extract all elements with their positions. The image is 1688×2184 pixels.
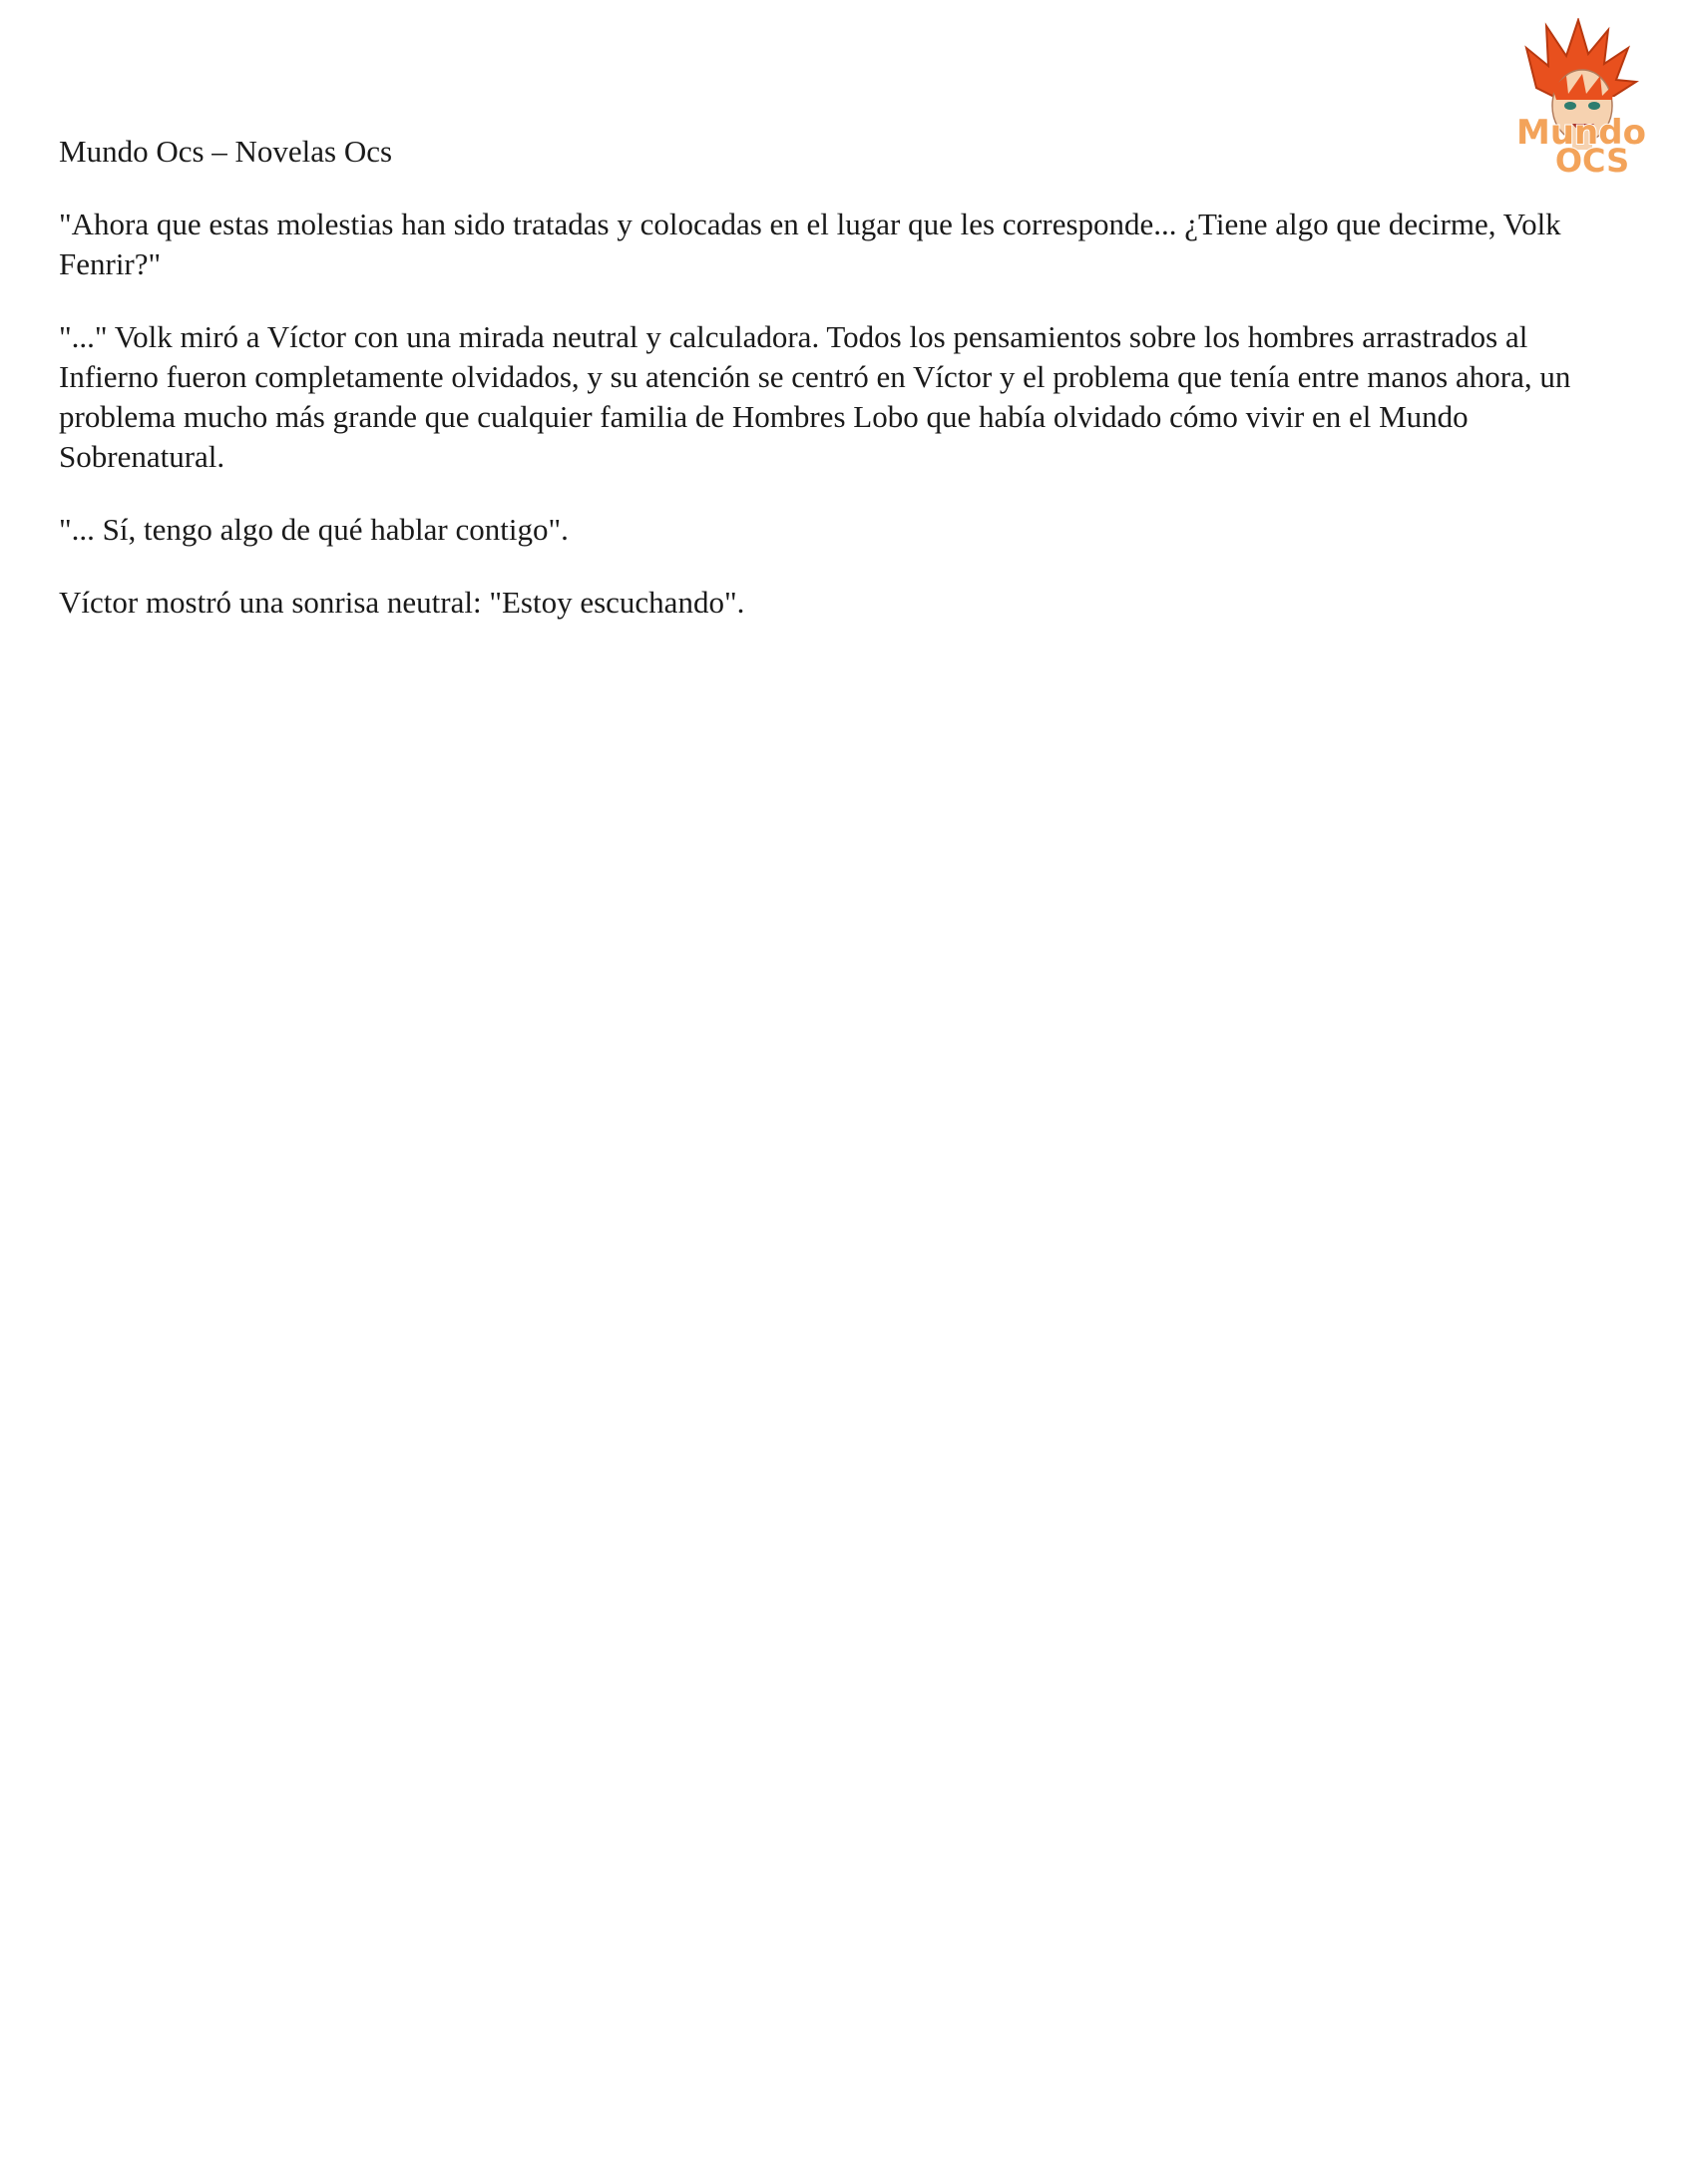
site-title: Mundo Ocs – Novelas Ocs	[59, 134, 393, 169]
logo-text-line1: Mundo	[1516, 113, 1646, 153]
logo-text-line2: OCS	[1554, 142, 1630, 178]
paragraph: Víctor mostró una sonrisa neutral: "Estoy escuchando".	[59, 585, 745, 620]
novel-text	[59, 205, 1615, 655]
paragraph: "... Sí, tengo algo de qué hablar contigo".	[59, 512, 569, 547]
mundo-ocs-logo	[1496, 18, 1666, 178]
paragraph: "Ahora que estas molestias han sido tratadas y colocadas en el lugar que les corresponde... ¿Tiene algo que decirme, Volk Fenrir?"	[59, 207, 1561, 281]
paragraph: "..." Volk miró a Víctor con una mirada neutral y calculadora. Todos los pensamientos sobre los hombres arrastrados al Infierno fueron completamente olvidados, y su atención se centró en Víctor y el problema que tenía entre manos ahora, un problema mucho más grande que cualquier familia de Hombres Lobo que había olvidado cómo vivir en el Mundo Sobrenatural.	[59, 319, 1571, 474]
